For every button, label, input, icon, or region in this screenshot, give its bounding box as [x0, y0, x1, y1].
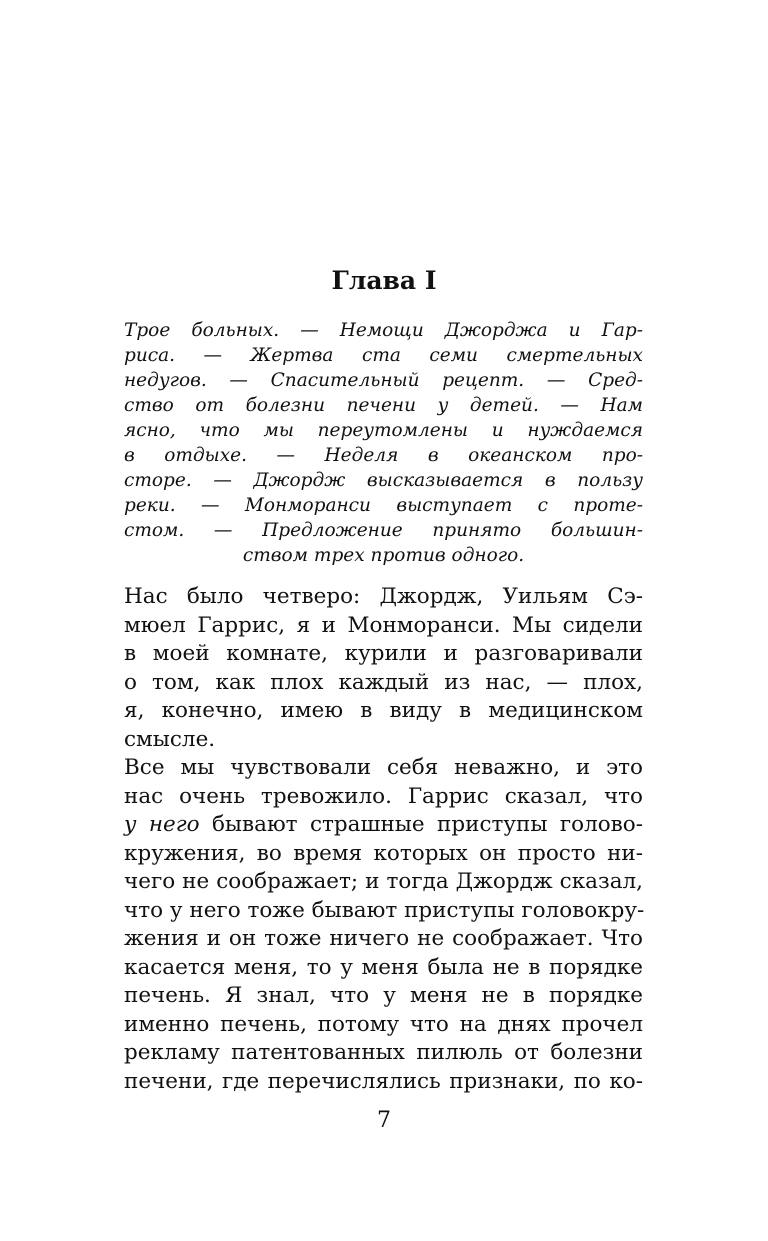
text-line [124, 811, 643, 840]
synopsis-line: ство от болезни печени у детей. — Нам [124, 395, 643, 416]
emphasis-text: у него [124, 812, 200, 837]
page-number: 7 [377, 1108, 391, 1133]
body-text [124, 583, 643, 1096]
text-line: Нас было четверо: Джордж, Уильям Сэ- [124, 584, 643, 609]
synopsis-line: сторе. — Джордж высказывается в пользу [124, 470, 643, 491]
text-line: мюел Гаррис, я и Монморанси. Мы сидели [124, 612, 643, 638]
text-line: смысле. [124, 726, 216, 752]
text-line: кружения, во время которых он просто ни- [124, 840, 643, 866]
text-line: касается меня, то у меня была не в порядке [124, 954, 643, 980]
synopsis-line: реки. — Монморанси выступает с проте- [124, 495, 643, 516]
synopsis-line: недугов. — Спасительный рецепт. — Сред- [124, 370, 643, 391]
text-line: рекламу патентованных пилюль от болезни [124, 1040, 643, 1065]
text-line: печень. Я знал, что у меня не в порядке [124, 983, 643, 1008]
text-line: что у него тоже бывают приступы головокру- [124, 897, 645, 923]
synopsis-line: Трое больных. — Немощи Джорджа и Гар- [124, 320, 643, 341]
synopsis-line: стом. — Предложение принято большин- [124, 520, 643, 541]
synopsis-line: ством трех против одного. [242, 545, 525, 566]
text-line: чего не соображает; и тогда Джордж сказал, [124, 869, 643, 894]
synopsis-line: риса. — Жертва ста семи смертельных [124, 345, 643, 366]
text-line: Все мы чувствовали себя неважно, и это [124, 755, 643, 780]
text-line: именно печень, потому что на днях прочел [124, 1011, 643, 1037]
synopsis-line: в отдыхе. — Неделя в океанском про- [124, 445, 643, 466]
text-line: жения и он тоже ничего не соображает. Что [124, 926, 643, 951]
chapter-title: Глава I [331, 266, 437, 295]
text-span: бывают страшные приступы голово- [199, 812, 643, 837]
text-line: в моей комнате, курили и разговаривали [124, 641, 643, 666]
chapter-synopsis [124, 318, 643, 568]
synopsis-line: ясно, что мы переутомлены и нуждаемся [124, 420, 643, 441]
text-line: нас очень тревожило. Гаррис сказал, что [124, 783, 643, 809]
text-line: о том, как плох каждый из нас, — плох, [124, 669, 643, 695]
text-line: печени, где перечислялись признаки, по ко- [124, 1068, 643, 1094]
text-line: я, конечно, имею в виду в медицинском [124, 698, 643, 723]
